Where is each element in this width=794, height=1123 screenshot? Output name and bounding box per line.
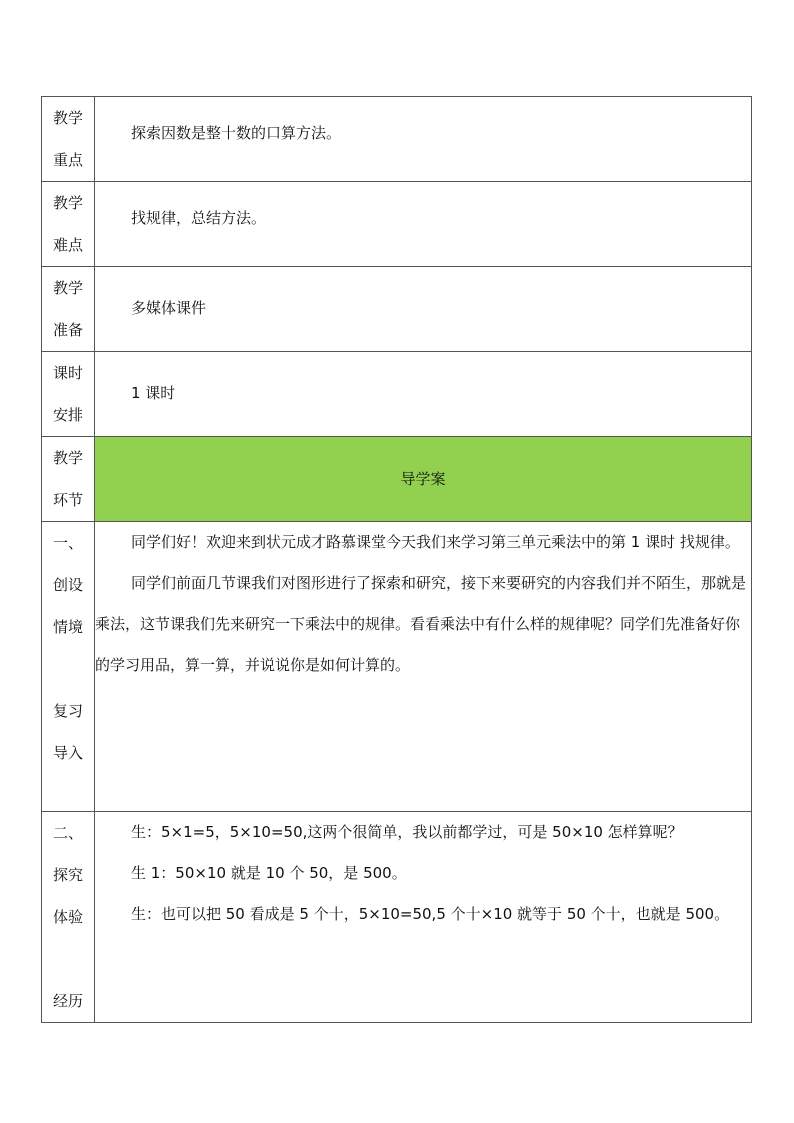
row-teaching-stage: [42, 437, 752, 522]
label-line: 探究: [52, 866, 83, 884]
time-text: 1 课时: [131, 384, 176, 402]
row-content: [95, 267, 752, 352]
section-1-row: [42, 522, 752, 812]
paragraph: 同学们前面几节课我们对图形进行了探索和研究，接下来要研究的内容我们并不陌生，那就是乘法，这节课我们先来研究一下乘法中的规律。看看乘法中有什么样的规律呢？同学们先准备好你的学习用品，算一算，并说说你是如何计算的。: [95, 574, 747, 674]
label-line: 准备: [52, 321, 83, 339]
label-line: 二、: [52, 824, 83, 842]
section-2-label: [42, 812, 95, 1023]
label-line: 环节: [52, 491, 83, 509]
stage-header: [95, 437, 752, 522]
section-2-content: [95, 812, 752, 1023]
label-line: 教学: [52, 109, 83, 127]
label-line: 安排: [52, 406, 83, 424]
label-line: 创设: [52, 576, 83, 594]
row-content: [95, 352, 752, 437]
row-label: [42, 182, 95, 267]
prep-text: 多媒体课件: [131, 299, 207, 317]
stage-title: 导学案: [400, 469, 446, 488]
label-line: 体验: [52, 908, 83, 926]
label-line: 教学: [52, 194, 83, 212]
label-line: 重点: [52, 151, 83, 169]
paragraph: 生：5×1=5，5×10=50,这两个很简单，我以前都学过，可是 50×10 怎样算呢？: [131, 823, 683, 841]
focus-text: 探索因数是整十数的口算方法。: [131, 124, 342, 142]
row-teaching-difficulty: [42, 182, 752, 267]
label-line: 课时: [52, 364, 83, 382]
label-line: 教学: [52, 449, 83, 467]
difficulty-text: 找规律，总结方法。: [131, 209, 267, 227]
row-label: [42, 97, 95, 182]
label-line: 复习: [52, 702, 83, 720]
lesson-plan-table: [41, 96, 752, 1023]
row-content: [95, 97, 752, 182]
row-label: [42, 352, 95, 437]
label-line: 教学: [52, 279, 83, 297]
label-gap: [42, 938, 94, 980]
label-line: 导入: [52, 744, 83, 762]
label-line: 经历: [52, 992, 83, 1010]
row-teaching-prep: [42, 267, 752, 352]
row-teaching-focus: [42, 97, 752, 182]
section-1-label: [42, 522, 95, 812]
label-gap: [42, 648, 94, 690]
paragraph: 同学们好！欢迎来到状元成才路慕课堂今天我们来学习第三单元乘法中的第 1 课时 找规律。: [131, 533, 740, 551]
row-label: [42, 437, 95, 522]
paragraph: 生 1：50×10 就是 10 个 50，是 500。: [131, 864, 407, 882]
section-2-row: [42, 812, 752, 1023]
label-line: 难点: [52, 236, 83, 254]
paragraph: 生：也可以把 50 看成是 5 个十，5×10=50,5 个十×10 就等于 50 个十，也就是 500。: [131, 905, 730, 923]
label-line: 一、: [52, 534, 83, 552]
section-1-content: [95, 522, 752, 812]
row-content: [95, 182, 752, 267]
label-line: 情境: [52, 618, 83, 636]
row-label: [42, 267, 95, 352]
row-class-time: [42, 352, 752, 437]
